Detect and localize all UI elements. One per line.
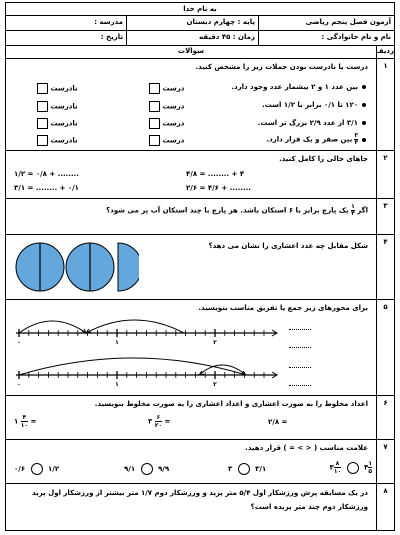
compare-pair-3[interactable] [124, 463, 169, 475]
checkbox[interactable] [149, 135, 160, 146]
question-number: ۴ [376, 234, 394, 299]
whole-part: ۳ [148, 417, 153, 426]
compare-pair-4[interactable] [14, 463, 59, 475]
compare-circle[interactable] [238, 463, 250, 475]
questions-header: سوالات [178, 47, 204, 55]
table-header-row [6, 45, 394, 59]
question-2 [6, 150, 394, 199]
tick-label: ۰ [17, 381, 21, 388]
fraction [354, 133, 358, 146]
question-number: ۷ [376, 439, 394, 483]
question-8 [6, 483, 394, 531]
answer-line[interactable] [289, 385, 311, 386]
checkbox[interactable] [37, 118, 48, 129]
bullet [362, 85, 366, 89]
tick-label: ۰ [17, 339, 21, 346]
compare-left-whole: ۴ [364, 463, 369, 472]
false-label: نادرست [50, 84, 78, 93]
question-title: برای محورهای زیر جمع یا تفریق مناسب بنویسید. [198, 304, 368, 312]
header-row-1 [6, 15, 394, 31]
compare-right: ۳ [228, 465, 233, 473]
compare-left: ۹/۹ [157, 465, 170, 473]
fraction-numerator: ۱ [368, 460, 372, 467]
bullet [362, 121, 366, 125]
true-option[interactable] [146, 101, 184, 112]
grade-label: پایه : چهارم دبستان [126, 15, 258, 30]
blank-item[interactable]: ۱/۲ = ۰/۸ + ........ [14, 170, 79, 178]
compare-pair-2[interactable] [228, 463, 266, 475]
statement-3 [258, 119, 366, 127]
compare-circle[interactable] [141, 463, 153, 475]
fraction [155, 414, 162, 429]
question-4 [6, 234, 394, 300]
checkbox[interactable] [37, 135, 48, 146]
header-row-2 [6, 30, 394, 46]
answer-line[interactable] [289, 347, 311, 348]
date-label: تاریخ : [100, 33, 123, 41]
arrow-head [82, 329, 86, 333]
question-text-line-1: در یک مسابقه پرش ورزشکار اول ۵/۴ متر پرید و ورزشکار دوم ۱/۷ متر بیشتر از ورزشکار اول پرید [32, 489, 368, 497]
statement-1 [231, 83, 366, 91]
compare-left: ۳/۱ [255, 465, 267, 473]
question-number: ۱ [376, 58, 394, 150]
fraction-denominator: ۴ [351, 210, 355, 217]
statement-2 [262, 101, 366, 109]
whole-part: ۱ [14, 417, 19, 426]
question-number: ۳ [376, 198, 394, 234]
number-line-2 [16, 371, 277, 388]
question-title: جاهای خالی را کامل کنید. [279, 155, 368, 163]
fraction [334, 460, 341, 475]
mixed-number-2[interactable]: ۳ ۶ ۲۰ = [148, 414, 171, 429]
fraction-denominator: ۱۰ [20, 422, 29, 429]
blank-item[interactable]: ۲/۶ = ۴/۶ + ........ [186, 184, 251, 192]
answer-line[interactable] [289, 329, 311, 330]
false-label: نادرست [50, 119, 78, 128]
question-text-line-2: ورزشکار دوم چند متر پریده است؟ [250, 503, 368, 511]
fraction-numerator: ۴ [22, 414, 27, 421]
exam-sheet [5, 2, 395, 531]
number-lines-figure [14, 311, 284, 391]
question-number: ۵ [376, 299, 394, 395]
true-option[interactable] [146, 118, 184, 129]
false-label: نادرست [50, 136, 78, 145]
fraction-numerator: ۶ [156, 414, 161, 421]
tick-label: ۲ [213, 381, 217, 388]
statement-text: بین عدد ۱ و ۲ بیشمار عدد وجود دارد. [231, 83, 358, 91]
checkbox[interactable] [37, 101, 48, 112]
tick-label: ۱ [115, 339, 119, 346]
blank-item[interactable]: ۳/۱ = ........ + ۰/۱ [14, 184, 79, 192]
row-header: ردیف [376, 45, 394, 58]
fraction-denominator: ۱۰ [333, 468, 342, 475]
text-part: یک پارچ برابر با ۶ استکان باشد. هر پارچ با چند استکان آب پر می شود؟ [106, 206, 349, 215]
statement-text: ۱۲۰ تا ۰/۱ برابر با ۱/۲ است. [262, 101, 358, 109]
name-label: نام و نام خانوادگی : [258, 30, 394, 45]
number-line-1 [16, 329, 277, 346]
circle-whole-1 [16, 243, 64, 291]
fraction-denominator: ۵ [368, 468, 372, 475]
question-title: شکل مقابل چه عدد اعشاری را نشان می دهد؟ [208, 242, 368, 250]
fraction-denominator: ۲۰ [154, 422, 163, 429]
tick-label: ۱ [115, 381, 119, 388]
checkbox[interactable] [149, 83, 160, 94]
jump-arc [86, 320, 184, 333]
text-part: اگر [357, 206, 368, 215]
fraction [368, 460, 372, 475]
question-number: ۲ [376, 150, 394, 198]
question-text [106, 204, 368, 217]
true-option[interactable] [146, 83, 184, 94]
true-label: درست [162, 119, 185, 128]
fraction-numerator: ۳ [354, 132, 358, 139]
circle-whole-2 [66, 243, 114, 291]
half-circle [118, 243, 139, 291]
false-option[interactable] [34, 101, 78, 112]
question-number: ۶ [376, 395, 394, 439]
compare-right-whole: ۳ [329, 463, 334, 472]
true-label: درست [162, 84, 185, 93]
question-number: ۸ [376, 483, 394, 531]
false-option[interactable] [34, 135, 78, 146]
question-title: اعداد مخلوط را به صورت اعشاری و اعداد اعشاری را به صورت مخلوط بنویسید. [94, 400, 368, 408]
school-label: مدرسه : [94, 18, 123, 26]
fraction-numerator: ۱ [351, 203, 355, 210]
compare-circle[interactable] [31, 463, 43, 475]
tick-label: ۲ [213, 339, 217, 346]
blank-item[interactable]: ۴/۸ = ........ + ۴ [186, 170, 245, 178]
question-title: علامت مناسب ( < > = ) قرار دهید. [245, 444, 368, 452]
false-label: نادرست [50, 102, 78, 111]
compare-right: ۰/۶ [14, 465, 26, 473]
mixed-number-1[interactable]: ۱ ۴ ۱۰ = [14, 414, 37, 429]
fraction-denominator: ۴ [354, 139, 358, 146]
true-label: درست [162, 102, 185, 111]
question-title: درست یا نادرست بودن جملات زیر را مشخص کنید. [195, 63, 368, 71]
question-5 [6, 299, 394, 396]
statement-4 [266, 133, 366, 146]
statement-text: ۳/۱ از عدد ۲/۹ بزرگ تر است. [257, 119, 358, 127]
checkbox[interactable] [149, 118, 160, 129]
statement-text: بین صفر و یک قرار دارد. [266, 135, 353, 144]
bullet [362, 138, 366, 142]
true-label: درست [162, 136, 185, 145]
exam-title: آزمون فصل پنجم ریاضی [258, 15, 394, 30]
question-1 [6, 58, 394, 151]
bullet [362, 103, 366, 107]
question-6 [6, 395, 394, 440]
compare-right: ۹/۱ [124, 465, 136, 473]
checkbox[interactable] [37, 83, 48, 94]
fraction [21, 414, 28, 429]
fraction-circles-figure [14, 241, 139, 293]
decimal-item[interactable]: ۲/۸ = [268, 418, 288, 426]
compare-left: ۱/۲ [47, 465, 60, 473]
checkbox[interactable] [149, 101, 160, 112]
time-label: زمان : ۴۵ دقیقه [126, 30, 258, 45]
bismillah: به نام خدا [183, 5, 217, 13]
true-option[interactable] [146, 135, 184, 146]
compare-circle[interactable] [347, 462, 359, 474]
false-option[interactable] [34, 83, 78, 94]
fraction-numerator: ۸ [335, 460, 340, 467]
fraction [351, 204, 355, 217]
compare-pair-1[interactable] [330, 460, 372, 475]
question-7 [6, 439, 394, 484]
jump-arc [199, 365, 246, 375]
question-3 [6, 198, 394, 235]
answer-line[interactable] [289, 367, 311, 368]
false-option[interactable] [34, 118, 78, 129]
